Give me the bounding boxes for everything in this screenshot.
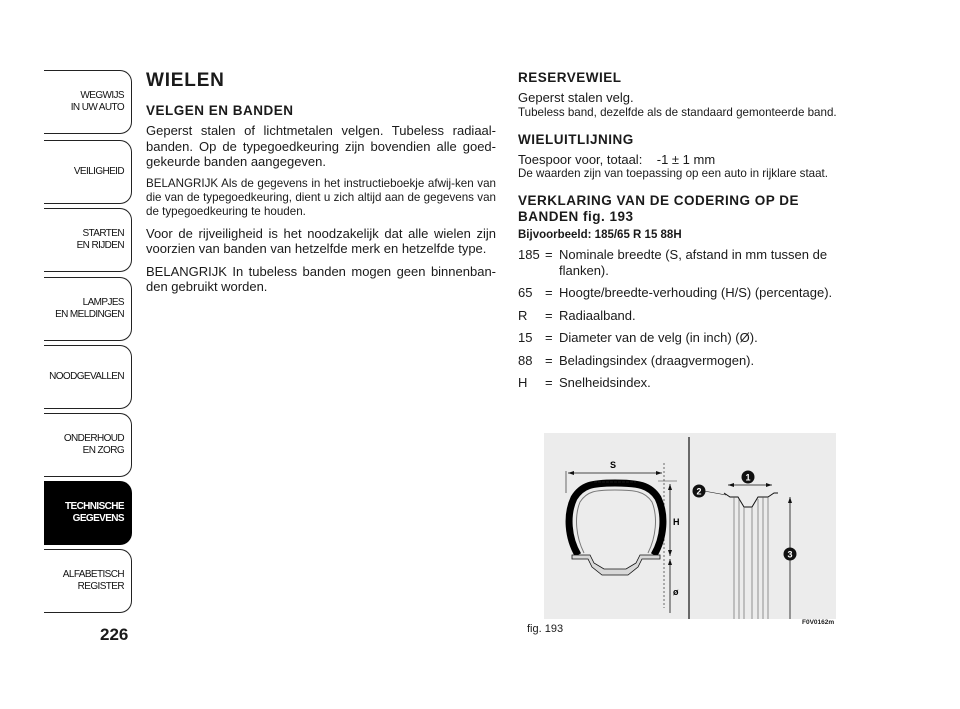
- alignment-line1: Toespoor voor, totaal: -1 ± 1 mm: [518, 151, 716, 167]
- tab-alfabetisch-register[interactable]: [44, 549, 132, 613]
- spare-wheel-heading: RESERVEWIEL: [518, 70, 622, 85]
- code-eq: =: [545, 307, 553, 323]
- code-row: [518, 375, 878, 391]
- code-eq: =: [545, 330, 553, 345]
- tab-label: WEGWIJS: [80, 90, 124, 101]
- callout-1-label: 1: [745, 472, 751, 483]
- section-title: WIELEN: [146, 70, 225, 91]
- code-key: 15: [518, 330, 533, 345]
- spare-wheel-line2: Tubeless band, dezelfde als de standaard gemonteerde band.: [518, 105, 837, 119]
- tab-wegwijs-in-uw-auto[interactable]: [44, 70, 132, 134]
- code-eq: =: [545, 247, 553, 262]
- code-text: Beladingsindex (draagvermogen).: [559, 352, 755, 368]
- callout-2-leader: [704, 491, 726, 495]
- code-eq: =: [545, 285, 553, 300]
- alignment-line2: De waarden zijn van toepassing op een auto in rijklare staat.: [518, 167, 828, 180]
- wheels-section: [146, 70, 496, 302]
- tab-label: EN ZORG: [82, 445, 124, 456]
- rim-width-arrow-right: [766, 483, 772, 487]
- tab-onderhoud-en-zorg[interactable]: [44, 413, 132, 477]
- code-text: Snelheidsindex.: [559, 375, 651, 390]
- code-text: Nominale breedte (S, afstand in mm tussen de flanken).: [559, 247, 828, 278]
- tab-label: STARTEN: [82, 228, 124, 239]
- h-arrow-bottom: [668, 550, 672, 556]
- code-eq: =: [545, 352, 553, 368]
- tyre-cross-section-diagram: [544, 433, 836, 619]
- diameter-arrow: [668, 559, 672, 565]
- code-example: Bijvoorbeeld: 185/65 R 15 88H: [518, 229, 682, 241]
- callout-3-label: 3: [787, 549, 793, 560]
- tab-lampjes-en-meldingen[interactable]: [44, 277, 132, 341]
- safety-paragraph: Voor de rijveiligheid is het noodzakelijk dat alle wielen zijn voorzien van banden van hetzelfde merk en hetzelfde type.: [146, 225, 496, 256]
- code-text: Hoogte/breedte-verhouding (H/S) (percentage).: [559, 285, 833, 300]
- tab-label: VEILIGHEID: [73, 166, 124, 177]
- code-key: R: [518, 307, 528, 323]
- rim-profile: [724, 493, 778, 507]
- code-list: [518, 247, 878, 391]
- page-number: 226: [100, 625, 129, 644]
- rims-paragraph: Geperst stalen of lichtmetalen velgen. Tubeless radiaal-banden. Op de typegoedkeuring zijn bovendien alle goed-gekeurde banden aangegeven.: [146, 123, 496, 169]
- rim-width-arrow-left: [728, 483, 734, 487]
- code-text: Radiaalband.: [559, 307, 636, 323]
- code-key: 185: [518, 247, 540, 262]
- rim-diameter-arrow: [788, 497, 792, 503]
- label-s: S: [610, 460, 617, 470]
- tab-label: ONDERHOUD: [63, 433, 124, 444]
- tab-noodgevallen[interactable]: [44, 345, 132, 409]
- alignment-heading: WIELUITLIJNING: [518, 131, 634, 147]
- code-row: [518, 308, 878, 324]
- tab-label: REGISTER: [77, 581, 124, 592]
- tab-starten-en-rijden[interactable]: [44, 208, 132, 272]
- tab-label: EN RIJDEN: [76, 240, 124, 251]
- tab-label: IN UW AUTO: [70, 102, 124, 113]
- figure-caption: fig. 193: [527, 623, 564, 635]
- label-h: H: [673, 517, 680, 527]
- code-eq: =: [545, 375, 553, 390]
- callout-2-label: 2: [696, 486, 702, 497]
- spare-wheel-line1: Geperst stalen velg.: [518, 90, 634, 105]
- code-heading: VERKLARING VAN DE CODERING OP DE BANDEN fig. 193: [518, 193, 800, 224]
- h-arrow-top: [668, 484, 672, 490]
- tyre-inner-line: [577, 490, 656, 553]
- figure-code: F0V0162m: [802, 619, 835, 626]
- spare-and-code-section: [518, 70, 878, 398]
- tyre-outline: [569, 483, 663, 555]
- tab-label: GEGEVENS: [72, 513, 124, 524]
- tab-label: NOODGEVALLEN: [49, 371, 124, 382]
- code-row: [518, 247, 878, 278]
- label-diameter: ø: [673, 587, 679, 597]
- code-key: 88: [518, 352, 533, 368]
- tab-label: ALFABETISCH: [62, 569, 124, 580]
- rims-tyres-heading: VELGEN EN BANDEN: [146, 103, 294, 118]
- important-tubeless-note: BELANGRIJK In tubeless banden mogen geen binnenban-den gebruikt worden.: [146, 263, 496, 294]
- important-homologation-note: BELANGRIJK Als de gegevens in het instructieboekje afwij-ken van die van de typegoedkeuring, dient u zich altijd aan de gegevens van de typegoedkeuring te houden.: [146, 176, 496, 218]
- tyre-diagram: [544, 433, 836, 619]
- code-key: H: [518, 375, 528, 390]
- code-row: [518, 353, 878, 369]
- tab-label: TECHNISCHE: [64, 501, 124, 512]
- code-text: Diameter van de velg (in inch) (Ø).: [559, 330, 758, 345]
- code-row: [518, 330, 878, 346]
- tab-label: EN MELDINGEN: [55, 309, 124, 320]
- s-arrow-left: [568, 471, 574, 475]
- code-row: [518, 285, 878, 301]
- tab-technische-gegevens[interactable]: [44, 481, 132, 545]
- rim-section: [572, 555, 660, 575]
- tab-veiligheid[interactable]: [44, 140, 132, 204]
- tab-label: LAMPJES: [82, 297, 124, 308]
- code-key: 65: [518, 285, 533, 300]
- s-arrow-right: [656, 471, 662, 475]
